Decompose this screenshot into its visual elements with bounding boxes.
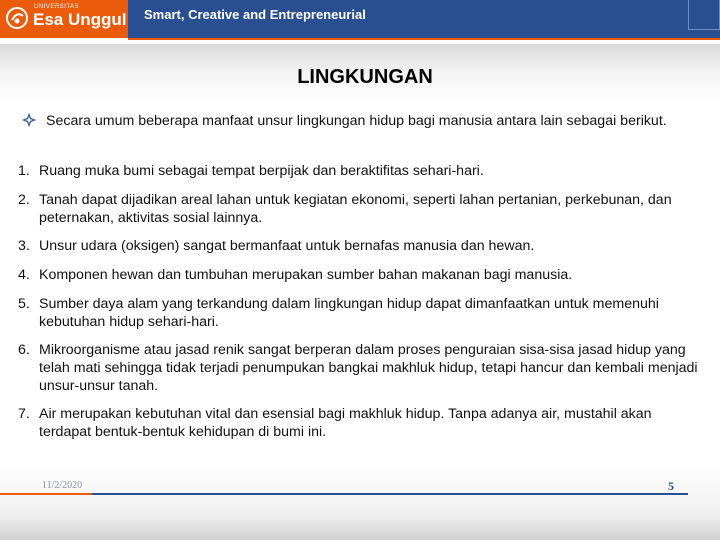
item-text: Komponen hewan dan tumbuhan merupakan sumber bahan makanan bagi manusia.	[39, 267, 573, 283]
header-bar	[0, 0, 720, 38]
list-item	[18, 162, 702, 180]
list-item	[18, 266, 702, 284]
item-text: Tanah dapat dijadikan areal lahan untuk kegiatan ekonomi, seperti lahan pertanian, perkebunan, dan peternakan, aktivitas sosial lainnya.	[39, 192, 672, 226]
item-text: Ruang muka bumi sebagai tempat berpijak dan beraktifitas sehari-hari.	[39, 163, 484, 179]
list-item	[18, 237, 702, 255]
footer-date: 11/2/2020	[42, 480, 83, 491]
item-text: Sumber daya alam yang terkandung dalam lingkungan hidup dapat dimanfaatkan untuk memenuhi kebutuhan hidup sehari-hari.	[39, 296, 659, 330]
item-number: 3.	[18, 238, 30, 254]
header-banner	[128, 0, 720, 38]
diamond-bullet-icon	[22, 113, 36, 127]
item-number: 7.	[18, 406, 30, 422]
slide-title: LINGKUNGAN	[297, 66, 433, 88]
footer-divider	[92, 493, 688, 495]
banner-frame	[688, 0, 720, 30]
item-number: 4.	[18, 267, 30, 283]
list-item	[18, 405, 702, 441]
intro-text: Secara umum beberapa manfaat unsur lingkungan hidup bagi manusia antara lain sebagai berikut.	[46, 113, 667, 129]
intro-bullet	[22, 112, 702, 130]
list-item	[18, 191, 702, 227]
item-text: Air merupakan kebutuhan vital dan esensial bagi makhluk hidup. Tanpa adanya air, mustahil akan terdapat bentuk-bentuk kehidupan di bumi ini.	[39, 406, 652, 440]
tagline: Smart, Creative and Entrepreneurial	[144, 7, 366, 22]
university-logo	[0, 0, 128, 38]
logo-emblem-icon	[6, 7, 28, 29]
benefit-list	[18, 162, 702, 441]
item-text: Mikroorganisme atau jasad renik sangat berperan dalam proses penguraian sisa-sisa jasad hidup yang telah mati sehingga tidak terjadi penumpukan bangkai makhluk hidup, tetapi hancur dan kembali menjadi unsur-unsur tanah.	[39, 342, 698, 394]
logo-subtitle: UNIVERSITAS	[34, 4, 80, 10]
footer-accent	[0, 493, 92, 495]
item-number: 2.	[18, 192, 30, 208]
item-number: 6.	[18, 342, 30, 358]
header-divider	[128, 38, 720, 40]
item-number: 1.	[18, 163, 30, 179]
list-item	[18, 341, 702, 395]
logo-name: Esa Unggul	[33, 10, 127, 29]
page-number: 5	[668, 479, 674, 493]
item-text: Unsur udara (oksigen) sangat bermanfaat untuk bernafas manusia dan hewan.	[39, 238, 535, 254]
list-item	[18, 295, 702, 331]
item-number: 5.	[18, 296, 30, 312]
